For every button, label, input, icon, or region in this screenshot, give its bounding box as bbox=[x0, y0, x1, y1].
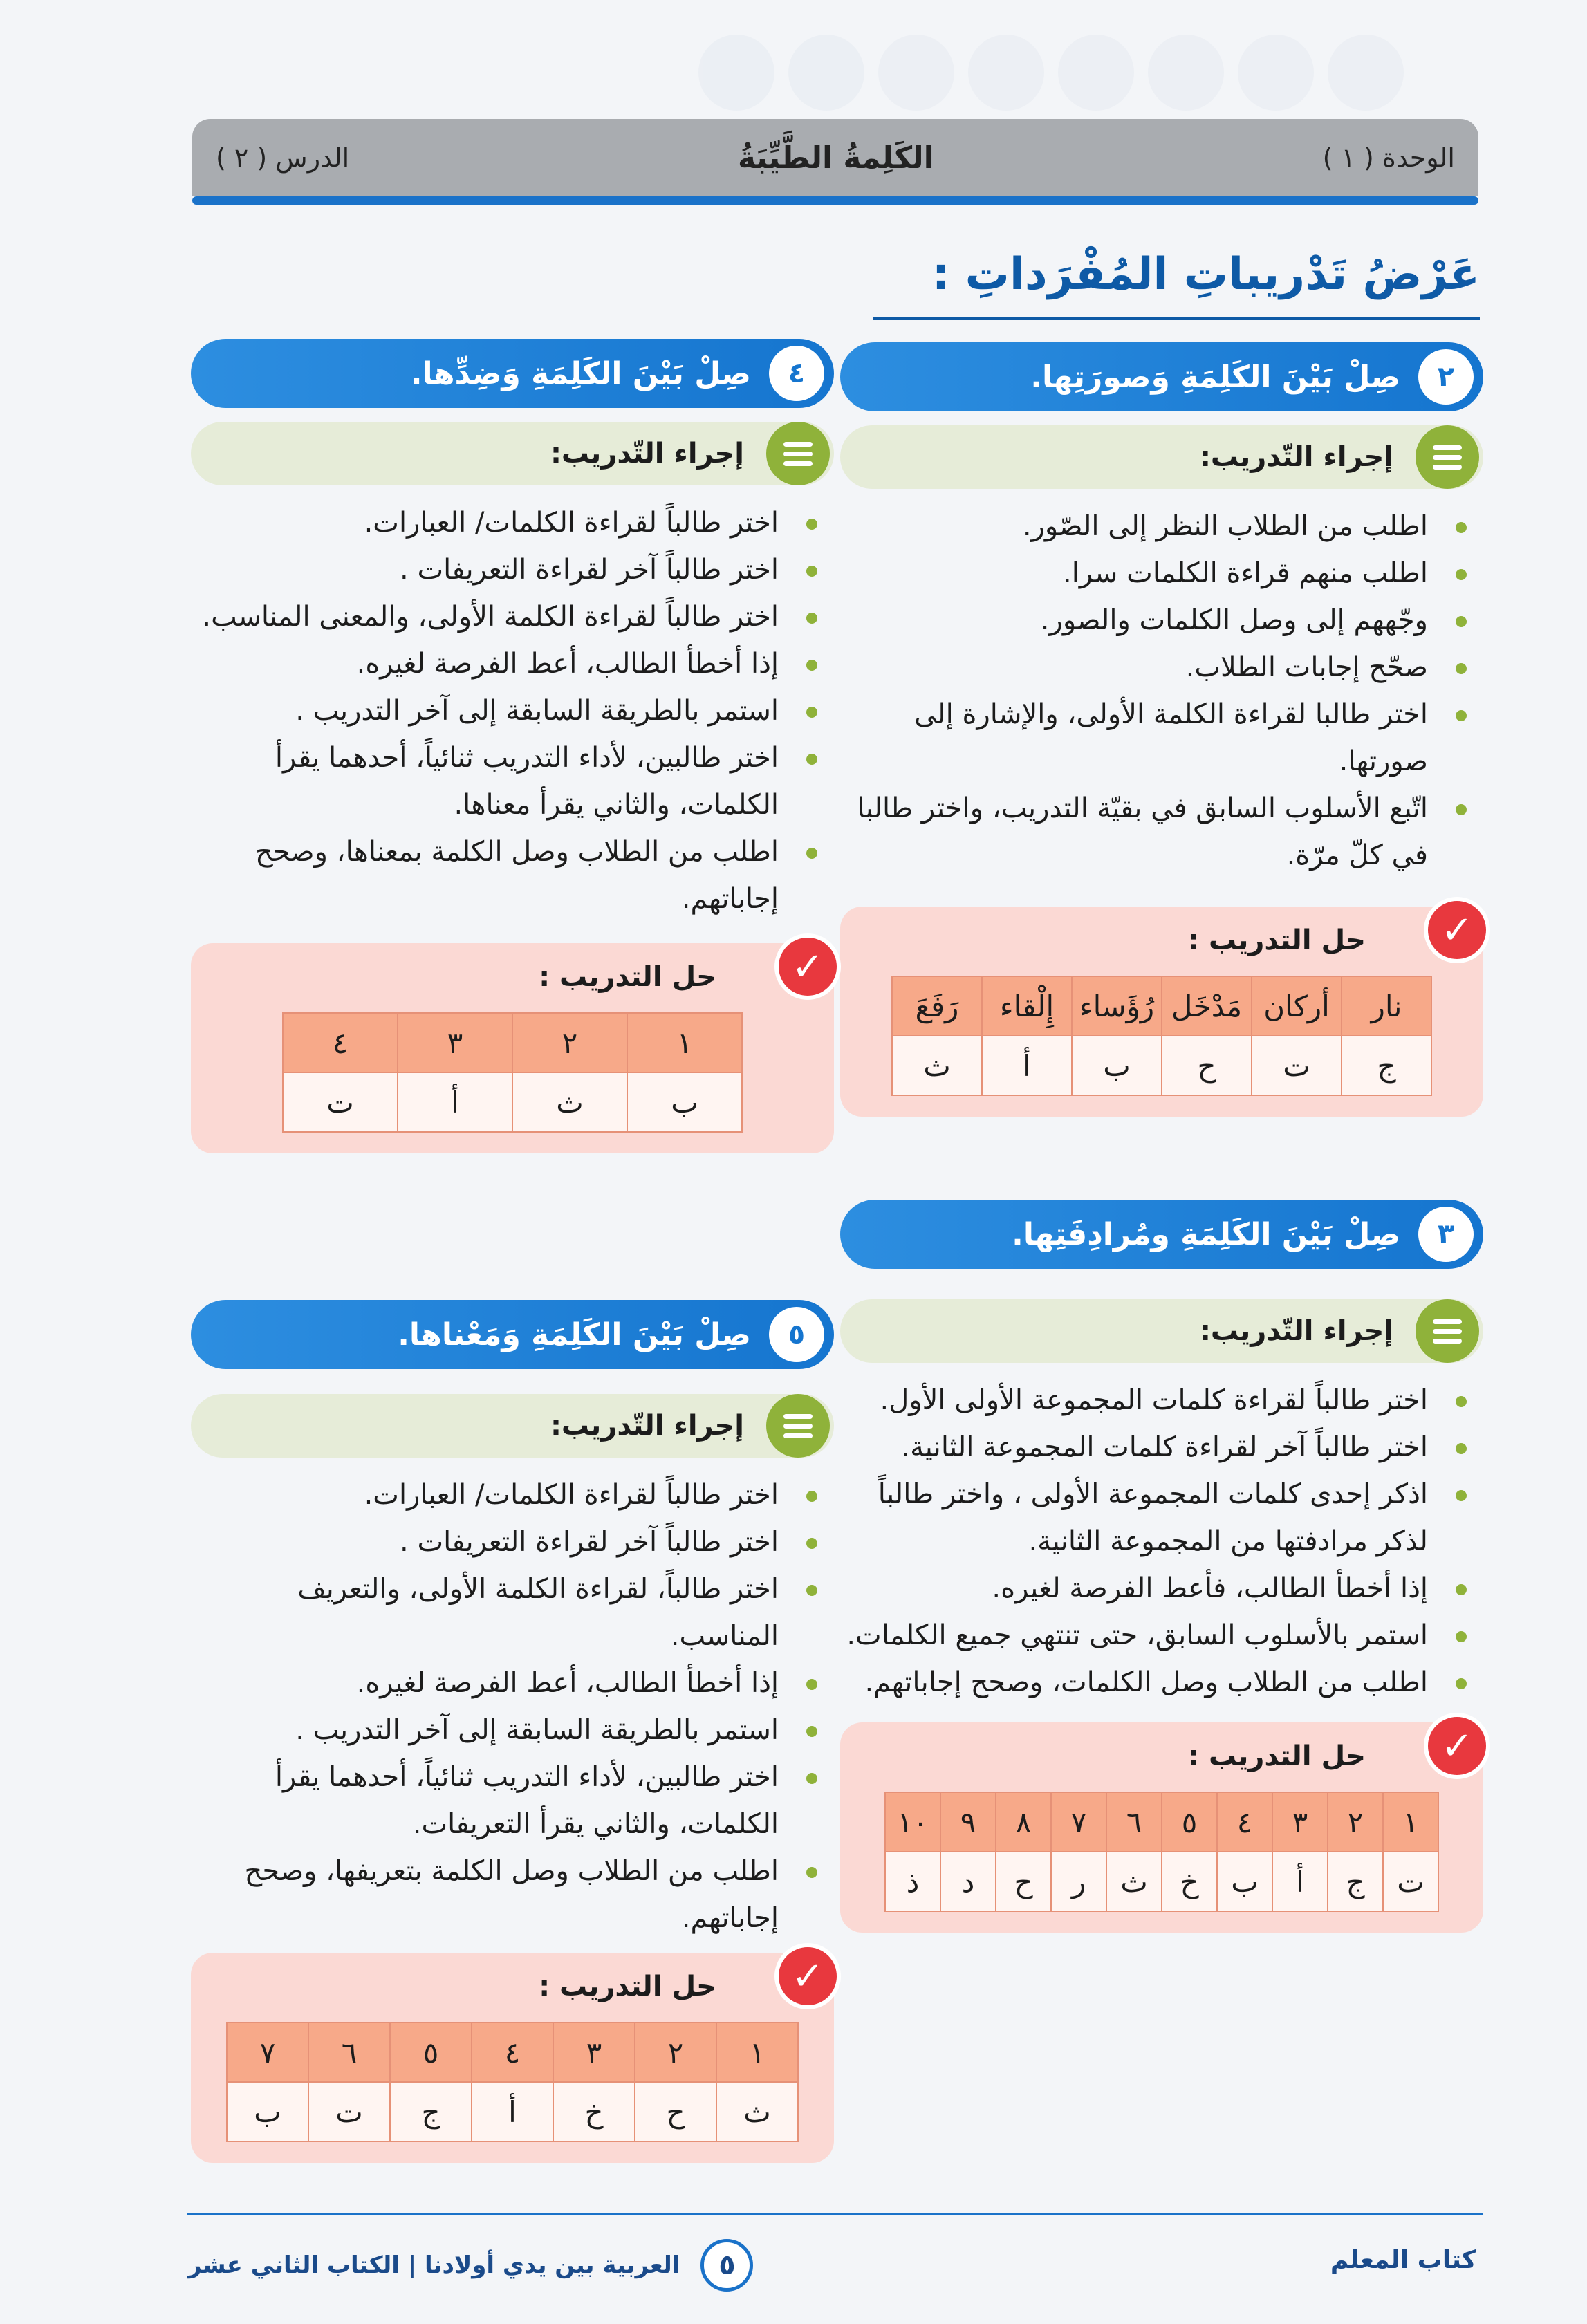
exercise-2 bbox=[840, 342, 1483, 1117]
unit-label: الوحدة ( ١ ) bbox=[1322, 142, 1455, 173]
faded-top-tabs bbox=[124, 21, 1473, 111]
checkmark-icon: ✓ bbox=[1424, 897, 1490, 963]
table-cell: ١ bbox=[1383, 1792, 1438, 1852]
exercise-2-header bbox=[840, 342, 1483, 411]
step-item: اختر طالباً، لقراءة الكلمة الأولى، والتعريف المناسب. bbox=[191, 1565, 827, 1660]
list-icon bbox=[766, 1394, 830, 1458]
procedure-label: إجراء التّدريب: bbox=[1199, 441, 1393, 473]
step-item: اختر طالبا لقراءة الكلمة الأولى، والإشارة إلى صورتها. bbox=[840, 691, 1476, 785]
table-cell: ٩ bbox=[940, 1792, 996, 1852]
exercise-3 bbox=[840, 1200, 1483, 1933]
exercise-number-badge: ٢ bbox=[1418, 349, 1474, 405]
table-cell: ٥ bbox=[1162, 1792, 1217, 1852]
step-item: اختر طالباً لقراءة الكلمة الأولى، والمعنى المناسب. bbox=[191, 593, 827, 640]
table-cell: ب bbox=[1217, 1852, 1272, 1911]
table-cell: رُؤَساء bbox=[1072, 976, 1162, 1036]
table-cell: ١ bbox=[716, 2023, 798, 2082]
procedure-label: إجراء التّدريب: bbox=[550, 438, 744, 470]
table-cell: ث bbox=[716, 2082, 798, 2141]
footer-book-info bbox=[188, 2239, 753, 2292]
step-item: اختر طالبين، لأداء التدريب ثنائياً، أحدهما يقرأ الكلمات، والثاني يقرأ التعريفات. bbox=[191, 1754, 827, 1848]
step-item: اطلب من الطلاب وصل الكلمات، وصحح إجاباتهم. bbox=[840, 1659, 1476, 1706]
solution-label: حل التدريب : bbox=[539, 1971, 716, 2002]
section-title: عَرْضُ تَدْريباتِ المُفْرَداتِ : bbox=[931, 249, 1480, 300]
list-icon bbox=[766, 422, 830, 485]
procedure-steps bbox=[840, 503, 1483, 879]
step-item: استمر بالطريقة السابقة إلى آخر التدريب . bbox=[191, 1707, 827, 1754]
answer-table bbox=[282, 1012, 743, 1133]
table-cell: ٣ bbox=[398, 1013, 512, 1072]
exercise-5 bbox=[191, 1300, 834, 2163]
step-item: اطلب من الطلاب وصل الكلمة بمعناها، وصحح إجاباتهم. bbox=[191, 828, 827, 922]
exercise-title: صِلْ بَيْنَ الكَلِمَةِ وَمَعْناها. bbox=[398, 1317, 751, 1352]
step-item: استمر بالطريقة السابقة إلى آخر التدريب . bbox=[191, 687, 827, 734]
table-cell: ١٠ bbox=[885, 1792, 940, 1852]
table-cell: أ bbox=[398, 1072, 512, 1132]
procedure-steps bbox=[191, 1471, 834, 1942]
procedure-heading bbox=[191, 1394, 834, 1458]
table-cell: ١ bbox=[627, 1013, 742, 1072]
book-title: العربية بين يدي أولادنا | الكتاب الثاني عشر bbox=[188, 2251, 680, 2279]
table-cell: ج bbox=[1342, 1036, 1431, 1095]
exercise-3-header bbox=[840, 1200, 1483, 1269]
solution-label: حل التدريب : bbox=[1188, 1740, 1366, 1772]
table-cell: ٤ bbox=[283, 1013, 398, 1072]
step-item: اختر طالباً لقراءة كلمات المجموعة الأولى الأول. bbox=[840, 1377, 1476, 1424]
step-item: وجّههم إلى وصل الكلمات والصور. bbox=[840, 597, 1476, 644]
table-cell: ب bbox=[1072, 1036, 1162, 1095]
step-item: اختر طالباً لقراءة الكلمات/ العبارات. bbox=[191, 1471, 827, 1518]
exercise-5-header bbox=[191, 1300, 834, 1369]
table-cell: ج bbox=[1328, 1852, 1383, 1911]
footer-line bbox=[187, 2213, 1483, 2215]
table-cell: أ bbox=[1272, 1852, 1328, 1911]
step-item: إذا أخطأ الطالب، أعط الفرصة لغيره. bbox=[191, 640, 827, 687]
table-cell: ٧ bbox=[1051, 1792, 1106, 1852]
table-cell: ٨ bbox=[996, 1792, 1051, 1852]
exercise-4 bbox=[191, 339, 834, 1153]
table-cell: ٣ bbox=[1272, 1792, 1328, 1852]
answer-table bbox=[891, 976, 1432, 1096]
table-cell: ت bbox=[1252, 1036, 1342, 1095]
procedure-heading bbox=[840, 425, 1483, 489]
step-item: اطلب من الطلاب وصل الكلمة بتعريفها، وصحح إجاباتهم. bbox=[191, 1848, 827, 1942]
checkmark-icon: ✓ bbox=[1424, 1713, 1490, 1779]
table-cell: ٢ bbox=[1328, 1792, 1383, 1852]
teacher-book-label: كتاب المعلم bbox=[1330, 2246, 1476, 2274]
table-cell: ث bbox=[1106, 1852, 1162, 1911]
page-number: ٥ bbox=[700, 2239, 753, 2292]
table-cell: رَفَعَ bbox=[892, 976, 982, 1036]
table-cell: ح bbox=[1162, 1036, 1252, 1095]
exercise-4-header bbox=[191, 339, 834, 408]
procedure-steps bbox=[840, 1377, 1483, 1706]
table-cell: ٢ bbox=[512, 1013, 627, 1072]
step-item: إذا أخطأ الطالب، فأعط الفرصة لغيره. bbox=[840, 1565, 1476, 1612]
table-cell: ت bbox=[308, 2082, 390, 2141]
table-cell: ح bbox=[996, 1852, 1051, 1911]
table-cell: ت bbox=[283, 1072, 398, 1132]
procedure-label: إجراء التّدريب: bbox=[1199, 1315, 1393, 1347]
solution-box bbox=[840, 1722, 1483, 1933]
table-cell: ٥ bbox=[390, 2023, 472, 2082]
solution-box bbox=[191, 943, 834, 1153]
section-underline bbox=[873, 317, 1480, 320]
procedure-steps bbox=[191, 499, 834, 922]
table-cell: ج bbox=[390, 2082, 472, 2141]
table-cell: مَدْخَل bbox=[1162, 976, 1252, 1036]
table-cell: نار bbox=[1342, 976, 1431, 1036]
list-icon bbox=[1416, 1299, 1479, 1363]
solution-box bbox=[191, 1953, 834, 2163]
table-cell: ٦ bbox=[1106, 1792, 1162, 1852]
unit-banner bbox=[192, 119, 1478, 196]
exercise-number-badge: ٥ bbox=[769, 1307, 824, 1362]
checkmark-icon: ✓ bbox=[774, 933, 841, 1000]
step-item: اختر طالباً آخر لقراءة كلمات المجموعة الثانية. bbox=[840, 1424, 1476, 1471]
table-cell: ح bbox=[635, 2082, 716, 2141]
table-cell: ٤ bbox=[1217, 1792, 1272, 1852]
list-icon bbox=[1416, 425, 1479, 489]
exercise-title: صِلْ بَيْنَ الكَلِمَةِ وَضِدِّها. bbox=[410, 355, 751, 391]
table-cell: ٤ bbox=[472, 2023, 553, 2082]
lesson-number: الدرس ( ٢ ) bbox=[216, 142, 350, 173]
table-cell: ث bbox=[892, 1036, 982, 1095]
answer-table bbox=[226, 2022, 799, 2142]
table-cell: أركان bbox=[1252, 976, 1342, 1036]
solution-label: حل التدريب : bbox=[1188, 924, 1366, 956]
table-cell: إِلْقاء bbox=[982, 976, 1072, 1036]
table-cell: ث bbox=[512, 1072, 627, 1132]
step-item: اطلب منهم قراءة الكلمات سرا. bbox=[840, 550, 1476, 597]
lesson-title: الكَلِمةُ الطَّيِّبَةُ bbox=[737, 140, 934, 176]
table-cell: ب bbox=[227, 2082, 308, 2141]
exercise-title: صِلْ بَيْنَ الكَلِمَةِ ومُرادِفَتِها. bbox=[1012, 1216, 1400, 1252]
exercise-title: صِلْ بَيْنَ الكَلِمَةِ وَصورَتِها. bbox=[1030, 359, 1400, 395]
step-item: اتّبع الأسلوب السابق في بقيّة التدريب، واختر طالبا في كلّ مرّة. bbox=[840, 785, 1476, 879]
exercise-number-badge: ٣ bbox=[1418, 1207, 1474, 1262]
table-cell: ر bbox=[1051, 1852, 1106, 1911]
step-item: اختر طالباً آخر لقراءة التعريفات . bbox=[191, 1518, 827, 1565]
procedure-label: إجراء التّدريب: bbox=[550, 1410, 744, 1442]
step-item: اذكر إحدى كلمات المجموعة الأولى ، واختر طالباً لذكر مرادفتها من المجموعة الثانية. bbox=[840, 1471, 1476, 1565]
solution-label: حل التدريب : bbox=[539, 961, 716, 993]
step-item: اختر طالبين، لأداء التدريب ثنائياً، أحدهما يقرأ الكلمات، والثاني يقرأ معناها. bbox=[191, 734, 827, 828]
table-cell: أ bbox=[982, 1036, 1072, 1095]
table-cell: ٣ bbox=[553, 2023, 635, 2082]
table-cell: ٧ bbox=[227, 2023, 308, 2082]
table-cell: د bbox=[940, 1852, 996, 1911]
step-item: اختر طالباً آخر لقراءة التعريفات . bbox=[191, 546, 827, 593]
procedure-heading bbox=[191, 422, 834, 485]
exercise-number-badge: ٤ bbox=[769, 346, 824, 401]
table-cell: ٢ bbox=[635, 2023, 716, 2082]
table-cell: خ bbox=[553, 2082, 635, 2141]
table-cell: خ bbox=[1162, 1852, 1217, 1911]
table-cell: ٦ bbox=[308, 2023, 390, 2082]
step-item: صحّح إجابات الطلاب. bbox=[840, 644, 1476, 691]
answer-table bbox=[884, 1792, 1439, 1912]
step-item: استمر بالأسلوب السابق، حتى تنتهي جميع الكلمات. bbox=[840, 1612, 1476, 1659]
procedure-heading bbox=[840, 1299, 1483, 1363]
table-cell: ذ bbox=[885, 1852, 940, 1911]
step-item: إذا أخطأ الطالب، أعط الفرصة لغيره. bbox=[191, 1660, 827, 1707]
table-cell: ب bbox=[627, 1072, 742, 1132]
step-item: اطلب من الطلاب النظر إلى الصّور. bbox=[840, 503, 1476, 550]
step-item: اختر طالباً لقراءة الكلمات/ العبارات. bbox=[191, 499, 827, 546]
checkmark-icon: ✓ bbox=[774, 1943, 841, 2009]
table-cell: أ bbox=[472, 2082, 553, 2141]
table-cell: ت bbox=[1383, 1852, 1438, 1911]
banner-underline bbox=[192, 196, 1478, 205]
solution-box bbox=[840, 907, 1483, 1117]
